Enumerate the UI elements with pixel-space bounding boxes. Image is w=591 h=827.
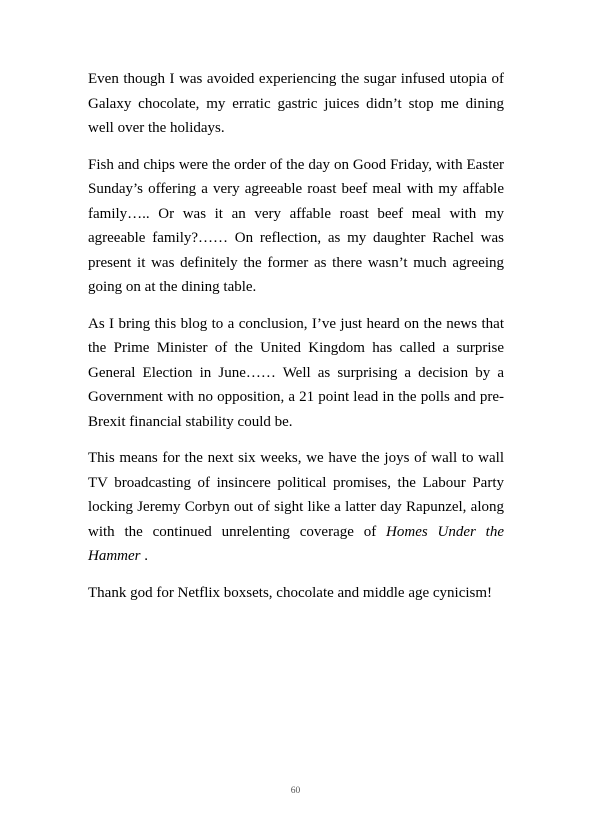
paragraph-1: Even though I was avoided experiencing the sugar infused utopia of Galaxy chocolate, my erratic gastric juices didn’t stop me dining well over the holidays. [88, 71, 504, 136]
paragraph-4 [88, 446, 504, 569]
paragraph-2: Fish and chips were the order of the day on Good Friday, with Easter Sunday’s offering a very agreeable roast beef meal with my affable family….. Or was it an very affable roast beef meal with my agreeable family?…… On reflection, as my daughter Rachel was present it was definitely the former as there wasn’t much agreeing going on at the dining table. [88, 156, 504, 295]
tv-show-title: Homes Under the Hammer [88, 523, 504, 564]
body-text [88, 67, 504, 617]
paragraph-4-text: This means for the next six weeks, we have the joys of wall to wall TV broadcasting of insincere political promises, the Labour Party locking Jeremy Corbyn out of sight like a latter day Rapunzel, along with the continued unrelenting coverage of [88, 450, 504, 540]
paragraph-3: As I bring this blog to a conclusion, I’ve just heard on the news that the Prime Minister of the United Kingdom has called a surprise General Election in June…… Well as surprising a decision by a Government with no opposition, a 21 point lead in the polls and pre-Brexit financial stability could be. [88, 315, 504, 430]
paragraph-4-end: . [140, 548, 148, 564]
paragraph-5: Thank god for Netflix boxsets, chocolate and middle age cynicism! [88, 584, 493, 601]
page-number: 60 [290, 786, 301, 796]
